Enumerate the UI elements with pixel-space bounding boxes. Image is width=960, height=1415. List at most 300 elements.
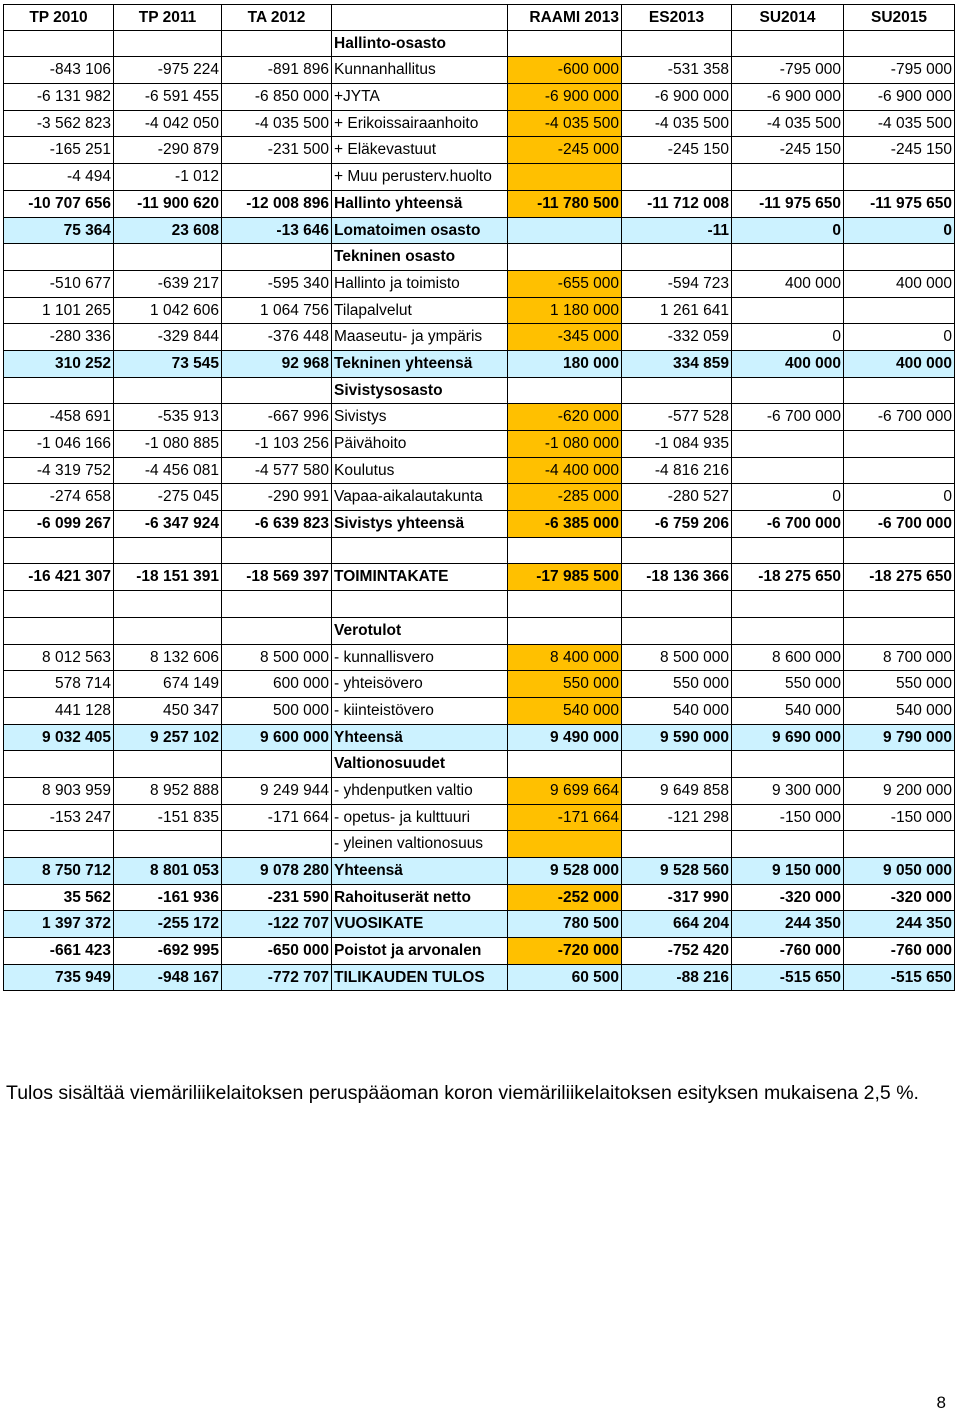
- row-label: Koulutus: [332, 458, 508, 485]
- value-cell: 400 000: [732, 271, 844, 298]
- empty-cell: [3, 378, 114, 405]
- value-cell: 75 364: [3, 218, 114, 245]
- value-cell: -6 385 000: [508, 511, 622, 538]
- column-header: TA 2012: [222, 4, 332, 31]
- value-cell: [508, 831, 622, 858]
- value-cell: 550 000: [844, 671, 955, 698]
- empty-cell: [114, 751, 222, 778]
- value-cell: -290 991: [222, 484, 332, 511]
- empty-cell: [508, 31, 622, 58]
- value-cell: 1 042 606: [114, 298, 222, 325]
- empty-cell: [3, 618, 114, 645]
- value-cell: -329 844: [114, 324, 222, 351]
- value-cell: -6 700 000: [732, 511, 844, 538]
- value-cell: [508, 218, 622, 245]
- value-cell: -150 000: [844, 805, 955, 832]
- value-cell: -345 000: [508, 324, 622, 351]
- table-row: [3, 831, 955, 858]
- value-cell: -1 084 935: [622, 431, 732, 458]
- table-row: [3, 698, 955, 725]
- value-cell: 550 000: [732, 671, 844, 698]
- value-cell: 1 261 641: [622, 298, 732, 325]
- value-cell: -510 677: [3, 271, 114, 298]
- row-label: - opetus- ja kulttuuri: [332, 805, 508, 832]
- value-cell: [732, 831, 844, 858]
- empty-cell: [114, 244, 222, 271]
- value-cell: -245 150: [732, 137, 844, 164]
- empty-cell: [732, 378, 844, 405]
- value-cell: -1 080 885: [114, 431, 222, 458]
- value-cell: -795 000: [844, 57, 955, 84]
- value-cell: 73 545: [114, 351, 222, 378]
- table-row: [3, 164, 955, 191]
- row-label: Maaseutu- ja ympäris: [332, 324, 508, 351]
- header-row: [3, 4, 955, 31]
- table-row: [3, 645, 955, 672]
- value-cell: 578 714: [3, 671, 114, 698]
- value-cell: -6 700 000: [844, 511, 955, 538]
- value-cell: -13 646: [222, 218, 332, 245]
- value-cell: 23 608: [114, 218, 222, 245]
- value-cell: 540 000: [844, 698, 955, 725]
- value-cell: -17 985 500: [508, 564, 622, 591]
- value-cell: [844, 164, 955, 191]
- empty-cell: [222, 378, 332, 405]
- value-cell: -843 106: [3, 57, 114, 84]
- row-label: Lomatoimen osasto: [332, 218, 508, 245]
- value-cell: -122 707: [222, 911, 332, 938]
- value-cell: -150 000: [732, 805, 844, 832]
- section-row: [3, 244, 955, 271]
- value-cell: -165 251: [3, 137, 114, 164]
- empty-cell: [222, 244, 332, 271]
- value-cell: 540 000: [732, 698, 844, 725]
- value-cell: -11 900 620: [114, 191, 222, 218]
- value-cell: [732, 431, 844, 458]
- row-label: - kunnallisvero: [332, 645, 508, 672]
- empty-cell: [732, 751, 844, 778]
- total-row: [3, 564, 955, 591]
- value-cell: 400 000: [732, 351, 844, 378]
- value-cell: [222, 164, 332, 191]
- total-row: [3, 938, 955, 965]
- value-cell: -600 000: [508, 57, 622, 84]
- value-cell: 1 397 372: [3, 911, 114, 938]
- empty-cell: [844, 751, 955, 778]
- value-cell: 9 032 405: [3, 725, 114, 752]
- value-cell: -320 000: [844, 885, 955, 912]
- value-cell: 674 149: [114, 671, 222, 698]
- value-cell: -948 167: [114, 965, 222, 992]
- empty-cell: [508, 538, 622, 565]
- row-label: + Muu perusterv.huolto: [332, 164, 508, 191]
- value-cell: 550 000: [622, 671, 732, 698]
- empty-cell: [114, 591, 222, 618]
- value-cell: -4 319 752: [3, 458, 114, 485]
- empty-cell: [3, 751, 114, 778]
- row-label: - kiinteistövero: [332, 698, 508, 725]
- section-row: [3, 618, 955, 645]
- value-cell: -11 780 500: [508, 191, 622, 218]
- blank-row: [3, 591, 955, 618]
- table-row: [3, 84, 955, 111]
- value-cell: 9 690 000: [732, 725, 844, 752]
- value-cell: 0: [732, 324, 844, 351]
- value-cell: -11 975 650: [844, 191, 955, 218]
- value-cell: -11 975 650: [732, 191, 844, 218]
- value-cell: -231 500: [222, 137, 332, 164]
- total-row: [3, 911, 955, 938]
- value-cell: 8 600 000: [732, 645, 844, 672]
- value-cell: -317 990: [622, 885, 732, 912]
- value-cell: -274 658: [3, 484, 114, 511]
- value-cell: -772 707: [222, 965, 332, 992]
- value-cell: -1 080 000: [508, 431, 622, 458]
- value-cell: 664 204: [622, 911, 732, 938]
- value-cell: -252 000: [508, 885, 622, 912]
- empty-cell: [732, 538, 844, 565]
- value-cell: 450 347: [114, 698, 222, 725]
- empty-cell: [622, 378, 732, 405]
- value-cell: [732, 298, 844, 325]
- value-cell: -171 664: [222, 805, 332, 832]
- empty-cell: [3, 31, 114, 58]
- value-cell: -6 131 982: [3, 84, 114, 111]
- value-cell: [844, 298, 955, 325]
- table-row: [3, 671, 955, 698]
- value-cell: -661 423: [3, 938, 114, 965]
- row-label: Yhteensä: [332, 858, 508, 885]
- value-cell: 9 649 858: [622, 778, 732, 805]
- column-header: SU2015: [844, 4, 955, 31]
- row-label: + Erikoissairaanhoito: [332, 111, 508, 138]
- value-cell: 9 790 000: [844, 725, 955, 752]
- blank-row: [3, 538, 955, 565]
- value-cell: -6 700 000: [732, 404, 844, 431]
- value-cell: 540 000: [622, 698, 732, 725]
- empty-cell: [222, 751, 332, 778]
- table-row: [3, 298, 955, 325]
- value-cell: -18 275 650: [732, 564, 844, 591]
- value-cell: -161 936: [114, 885, 222, 912]
- row-label: - yhdenputken valtio: [332, 778, 508, 805]
- empty-cell: [508, 378, 622, 405]
- value-cell: -752 420: [622, 938, 732, 965]
- value-cell: [222, 831, 332, 858]
- value-cell: [844, 431, 955, 458]
- value-cell: -6 099 267: [3, 511, 114, 538]
- value-cell: -692 995: [114, 938, 222, 965]
- value-cell: 334 859: [622, 351, 732, 378]
- value-cell: -4 042 050: [114, 111, 222, 138]
- empty-cell: [622, 244, 732, 271]
- value-cell: 8 012 563: [3, 645, 114, 672]
- value-cell: -290 879: [114, 137, 222, 164]
- value-cell: 9 528 560: [622, 858, 732, 885]
- table-row: [3, 137, 955, 164]
- column-header: SU2014: [732, 4, 844, 31]
- value-cell: -171 664: [508, 805, 622, 832]
- section-row: [3, 751, 955, 778]
- value-cell: 9 600 000: [222, 725, 332, 752]
- empty-cell: [844, 538, 955, 565]
- value-cell: 550 000: [508, 671, 622, 698]
- value-cell: -1 046 166: [3, 431, 114, 458]
- value-cell: 400 000: [844, 351, 955, 378]
- value-cell: 8 903 959: [3, 778, 114, 805]
- value-cell: -16 421 307: [3, 564, 114, 591]
- empty-cell: [844, 31, 955, 58]
- value-cell: -275 045: [114, 484, 222, 511]
- value-cell: 0: [844, 324, 955, 351]
- empty-cell: [622, 31, 732, 58]
- section-title: Tekninen osasto: [332, 244, 508, 271]
- empty-cell: [732, 618, 844, 645]
- empty-cell: [3, 538, 114, 565]
- row-label: + Eläkevastuut: [332, 137, 508, 164]
- value-cell: 244 350: [844, 911, 955, 938]
- value-cell: 9 699 664: [508, 778, 622, 805]
- table-row: [3, 458, 955, 485]
- value-cell: 400 000: [844, 271, 955, 298]
- value-cell: -3 562 823: [3, 111, 114, 138]
- total-row: [3, 351, 955, 378]
- section-title: Verotulot: [332, 618, 508, 645]
- empty-cell: [222, 538, 332, 565]
- row-label: Vapaa-aikalautakunta: [332, 484, 508, 511]
- value-cell: -795 000: [732, 57, 844, 84]
- value-cell: -280 527: [622, 484, 732, 511]
- value-cell: -535 913: [114, 404, 222, 431]
- value-cell: 1 064 756: [222, 298, 332, 325]
- value-cell: -18 275 650: [844, 564, 955, 591]
- value-cell: 9 490 000: [508, 725, 622, 752]
- value-cell: [844, 458, 955, 485]
- value-cell: -4 035 500: [732, 111, 844, 138]
- value-cell: -18 136 366: [622, 564, 732, 591]
- value-cell: 0: [844, 484, 955, 511]
- row-label: Tekninen yhteensä: [332, 351, 508, 378]
- value-cell: 9 257 102: [114, 725, 222, 752]
- empty-cell: [844, 591, 955, 618]
- value-cell: -4 816 216: [622, 458, 732, 485]
- value-cell: -121 298: [622, 805, 732, 832]
- value-cell: [508, 164, 622, 191]
- value-cell: [622, 164, 732, 191]
- value-cell: 8 750 712: [3, 858, 114, 885]
- value-cell: 441 128: [3, 698, 114, 725]
- value-cell: -10 707 656: [3, 191, 114, 218]
- row-label: Päivähoito: [332, 431, 508, 458]
- row-label: Sivistys: [332, 404, 508, 431]
- value-cell: 180 000: [508, 351, 622, 378]
- value-cell: [114, 831, 222, 858]
- value-cell: [622, 831, 732, 858]
- value-cell: 9 590 000: [622, 725, 732, 752]
- row-label: Kunnanhallitus: [332, 57, 508, 84]
- budget-table: [3, 4, 955, 991]
- value-cell: -255 172: [114, 911, 222, 938]
- table-row: [3, 805, 955, 832]
- empty-cell: [732, 244, 844, 271]
- empty-cell: [508, 244, 622, 271]
- table-row: [3, 778, 955, 805]
- value-cell: -376 448: [222, 324, 332, 351]
- value-cell: [3, 831, 114, 858]
- empty-cell: [222, 618, 332, 645]
- row-label: Hallinto yhteensä: [332, 191, 508, 218]
- value-cell: 500 000: [222, 698, 332, 725]
- value-cell: 540 000: [508, 698, 622, 725]
- table-row: [3, 404, 955, 431]
- total-row: [3, 511, 955, 538]
- section-row: [3, 31, 955, 58]
- value-cell: 0: [732, 218, 844, 245]
- empty-cell: [332, 538, 508, 565]
- empty-cell: [3, 244, 114, 271]
- value-cell: 600 000: [222, 671, 332, 698]
- table-row: [3, 484, 955, 511]
- value-cell: -458 691: [3, 404, 114, 431]
- empty-cell: [222, 591, 332, 618]
- section-title: Hallinto-osasto: [332, 31, 508, 58]
- empty-cell: [622, 618, 732, 645]
- value-cell: 8 801 053: [114, 858, 222, 885]
- total-row: [3, 191, 955, 218]
- value-cell: -6 900 000: [622, 84, 732, 111]
- value-cell: -6 900 000: [732, 84, 844, 111]
- value-cell: -1 012: [114, 164, 222, 191]
- empty-cell: [114, 378, 222, 405]
- value-cell: 8 500 000: [222, 645, 332, 672]
- value-cell: 0: [844, 218, 955, 245]
- empty-cell: [844, 618, 955, 645]
- value-cell: -151 835: [114, 805, 222, 832]
- total-row: [3, 218, 955, 245]
- value-cell: 310 252: [3, 351, 114, 378]
- value-cell: 0: [732, 484, 844, 511]
- value-cell: -4 400 000: [508, 458, 622, 485]
- value-cell: 8 700 000: [844, 645, 955, 672]
- column-header: ES2013: [622, 4, 732, 31]
- value-cell: -12 008 896: [222, 191, 332, 218]
- value-cell: -231 590: [222, 885, 332, 912]
- value-cell: 9 200 000: [844, 778, 955, 805]
- value-cell: -285 000: [508, 484, 622, 511]
- empty-cell: [622, 538, 732, 565]
- empty-cell: [732, 591, 844, 618]
- value-cell: -760 000: [732, 938, 844, 965]
- value-cell: -595 340: [222, 271, 332, 298]
- value-cell: -650 000: [222, 938, 332, 965]
- section-row: [3, 378, 955, 405]
- value-cell: -4 035 500: [844, 111, 955, 138]
- value-cell: -4 035 500: [622, 111, 732, 138]
- value-cell: 9 249 944: [222, 778, 332, 805]
- table-row: [3, 111, 955, 138]
- value-cell: 9 300 000: [732, 778, 844, 805]
- value-cell: 1 180 000: [508, 298, 622, 325]
- table-row: [3, 57, 955, 84]
- empty-cell: [114, 31, 222, 58]
- total-row: [3, 885, 955, 912]
- value-cell: -6 591 455: [114, 84, 222, 111]
- value-cell: 735 949: [3, 965, 114, 992]
- total-row: [3, 725, 955, 752]
- value-cell: -6 639 823: [222, 511, 332, 538]
- value-cell: -320 000: [732, 885, 844, 912]
- value-cell: -6 850 000: [222, 84, 332, 111]
- value-cell: -4 035 500: [508, 111, 622, 138]
- empty-cell: [222, 31, 332, 58]
- value-cell: -667 996: [222, 404, 332, 431]
- value-cell: -891 896: [222, 57, 332, 84]
- value-cell: 8 952 888: [114, 778, 222, 805]
- value-cell: -515 650: [732, 965, 844, 992]
- column-header: [332, 4, 508, 31]
- column-header: RAAMI 2013: [508, 4, 622, 31]
- value-cell: 60 500: [508, 965, 622, 992]
- row-label: TILIKAUDEN TULOS: [332, 965, 508, 992]
- value-cell: -18 151 391: [114, 564, 222, 591]
- value-cell: -11: [622, 218, 732, 245]
- value-cell: 35 562: [3, 885, 114, 912]
- empty-cell: [114, 538, 222, 565]
- row-label: Yhteensä: [332, 725, 508, 752]
- value-cell: -620 000: [508, 404, 622, 431]
- value-cell: -18 569 397: [222, 564, 332, 591]
- table-row: [3, 431, 955, 458]
- row-label: Tilapalvelut: [332, 298, 508, 325]
- value-cell: -4 494: [3, 164, 114, 191]
- value-cell: 9 150 000: [732, 858, 844, 885]
- value-cell: -4 035 500: [222, 111, 332, 138]
- value-cell: -332 059: [622, 324, 732, 351]
- value-cell: -975 224: [114, 57, 222, 84]
- row-label: VUOSIKATE: [332, 911, 508, 938]
- table-row: [3, 324, 955, 351]
- empty-cell: [508, 751, 622, 778]
- value-cell: -577 528: [622, 404, 732, 431]
- column-header: TP 2010: [3, 4, 114, 31]
- value-cell: -280 336: [3, 324, 114, 351]
- value-cell: [732, 164, 844, 191]
- value-cell: 8 132 606: [114, 645, 222, 672]
- section-title: Sivistysosasto: [332, 378, 508, 405]
- footnote: Tulos sisältää viemäriliikelaitoksen peruspääoman koron viemäriliikelaitoksen esityksen mukaisena 2,5 %.: [6, 1082, 919, 1104]
- empty-cell: [844, 244, 955, 271]
- value-cell: 244 350: [732, 911, 844, 938]
- value-cell: -153 247: [3, 805, 114, 832]
- row-label: Poistot ja arvonalen: [332, 938, 508, 965]
- total-row: [3, 965, 955, 992]
- value-cell: 8 500 000: [622, 645, 732, 672]
- value-cell: -531 358: [622, 57, 732, 84]
- value-cell: [732, 458, 844, 485]
- value-cell: -1 103 256: [222, 431, 332, 458]
- value-cell: -655 000: [508, 271, 622, 298]
- row-label: TOIMINTAKATE: [332, 564, 508, 591]
- empty-cell: [622, 751, 732, 778]
- row-label: Sivistys yhteensä: [332, 511, 508, 538]
- table-row: [3, 271, 955, 298]
- total-row: [3, 858, 955, 885]
- value-cell: 9 078 280: [222, 858, 332, 885]
- value-cell: -88 216: [622, 965, 732, 992]
- column-header: TP 2011: [114, 4, 222, 31]
- value-cell: -639 217: [114, 271, 222, 298]
- row-label: +JYTA: [332, 84, 508, 111]
